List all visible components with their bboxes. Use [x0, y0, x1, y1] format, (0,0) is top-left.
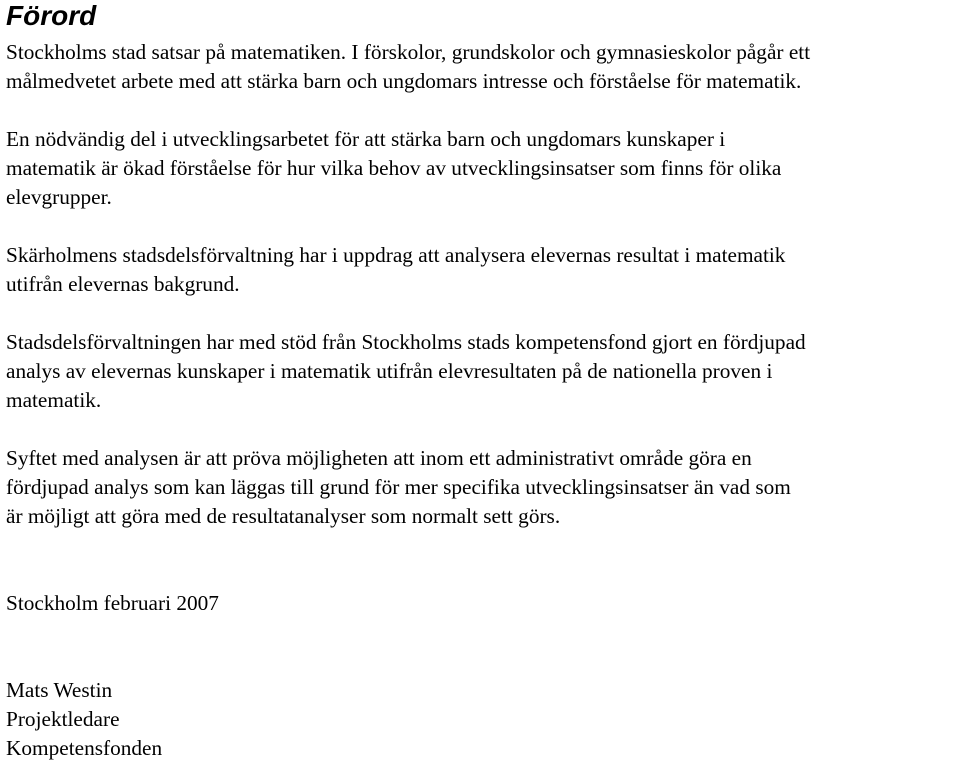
text-line: Stockholms stad satsar på matematiken. I förskolor, grundskolor och gymnasieskolor pågår ett [6, 40, 811, 64]
paragraph-1 [6, 38, 956, 96]
paragraph-2 [6, 125, 956, 212]
paragraph-3 [6, 241, 956, 299]
signature-role: Projektledare [6, 707, 120, 731]
signature-organization: Kompetensfonden [6, 736, 163, 760]
signature-name: Mats Westin [6, 678, 113, 702]
paragraph-5 [6, 444, 956, 531]
text-line: målmedvetet arbete med att stärka barn och ungdomars intresse och förståelse för matematik. [6, 69, 802, 93]
text-line: analys av elevernas kunskaper i matematik utifrån elevresultaten på de nationella proven i [6, 359, 773, 383]
document-title: Förord [6, 0, 97, 31]
text-line: Syftet med analysen är att pröva möjligheten att inom ett administrativt område göra en [6, 446, 752, 470]
document-page [6, 0, 956, 763]
text-line: utifrån elevernas bakgrund. [6, 272, 240, 296]
text-line: En nödvändig del i utvecklingsarbetet för att stärka barn och ungdomars kunskaper i [6, 127, 726, 151]
text-line: Skärholmens stadsdelsförvaltning har i uppdrag att analysera elevernas resultat i matematik [6, 243, 786, 267]
text-line: matematik är ökad förståelse för hur vilka behov av utvecklingsinsatser som finns för olika [6, 156, 782, 180]
signature-block [6, 676, 956, 763]
date-line [6, 589, 956, 618]
text-line: Stadsdelsförvaltningen har med stöd från Stockholms stads kompetensfond gjort en fördjupad [6, 330, 806, 354]
text-line: elevgrupper. [6, 185, 112, 209]
paragraph-4 [6, 328, 956, 415]
date-text: Stockholm februari 2007 [6, 591, 219, 615]
text-line: är möjligt att göra med de resultatanalyser som normalt sett görs. [6, 504, 561, 528]
text-line: matematik. [6, 388, 102, 412]
text-line: fördjupad analys som kan läggas till grund för mer specifika utvecklingsinsatser än vad som [6, 475, 791, 499]
